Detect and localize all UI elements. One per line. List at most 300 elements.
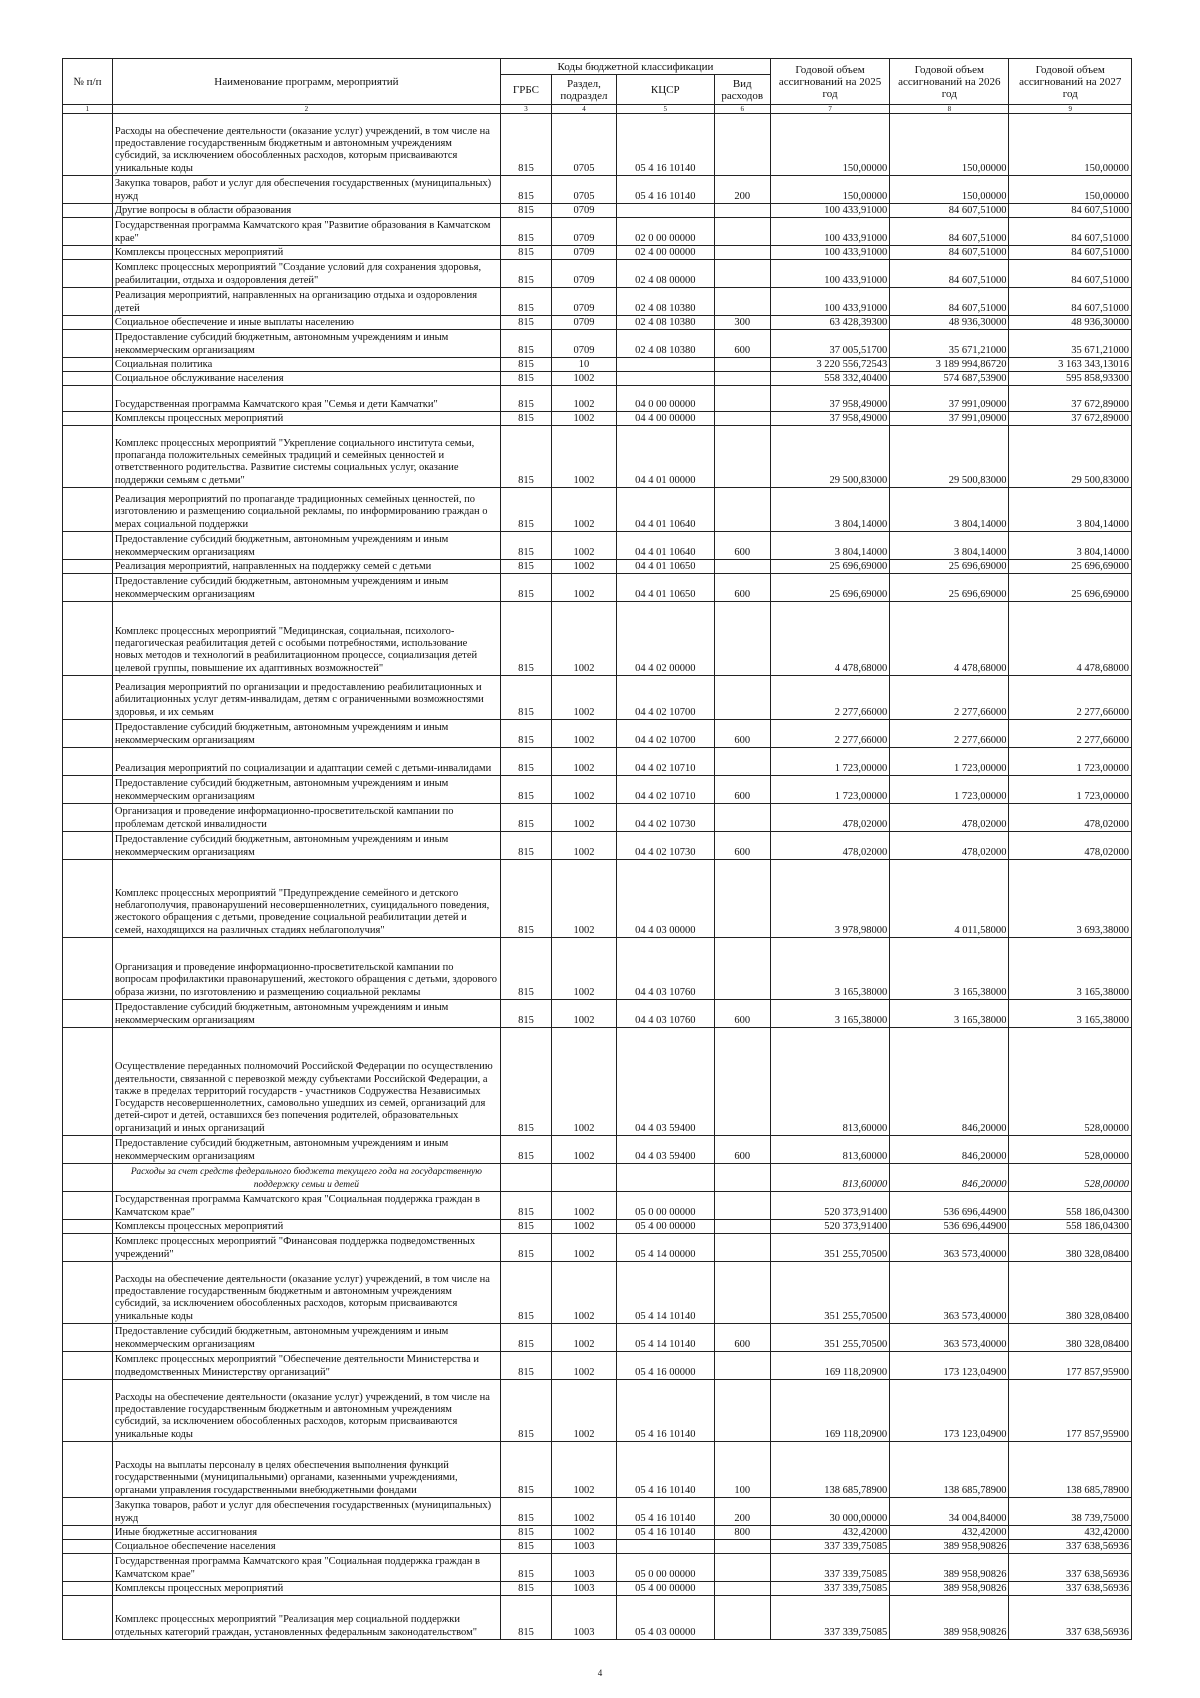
amount-2027: 528,00000: [1009, 1164, 1132, 1192]
expense-type-code: 600: [714, 776, 770, 804]
section-code: 0705: [551, 114, 616, 176]
header-2025: Годовой объем ассигнований на 2025 год: [770, 59, 889, 105]
grbs-code: 815: [500, 1596, 551, 1640]
amount-2026: 3 804,14000: [890, 488, 1009, 532]
table-row: [63, 804, 1132, 832]
kcsr-code: [616, 372, 714, 386]
expense-type-code: [714, 372, 770, 386]
expense-type-code: [714, 246, 770, 260]
amount-2026: 173 123,04900: [890, 1380, 1009, 1442]
amount-2025: 1 723,00000: [770, 776, 889, 804]
amount-2027: 478,02000: [1009, 832, 1132, 860]
grbs-code: 815: [500, 532, 551, 560]
row-number: [63, 1220, 113, 1234]
amount-2027: 37 672,89000: [1009, 386, 1132, 412]
program-name: Предоставление субсидий бюджетным, автономным учреждениям и иным некоммерческим организациям: [112, 574, 500, 602]
amount-2025: 150,00000: [770, 176, 889, 204]
row-number: [63, 426, 113, 488]
program-name: Расходы на обеспечение деятельности (оказание услуг) учреждений, в том числе на предоставление государственным бюджетным и автономным учреждениям субсидий, за исключением обособленных расходов, которым присваиваются уникальные коды: [112, 1380, 500, 1442]
amount-2025: 150,00000: [770, 114, 889, 176]
amount-2025: 63 428,39300: [770, 316, 889, 330]
expense-type-code: [714, 114, 770, 176]
grbs-code: 815: [500, 386, 551, 412]
table-row: [63, 1192, 1132, 1220]
expense-type-code: [714, 358, 770, 372]
row-number: [63, 602, 113, 676]
section-code: 1002: [551, 372, 616, 386]
kcsr-code: 04 0 00 00000: [616, 386, 714, 412]
column-number: 4: [551, 105, 616, 114]
amount-2026: 29 500,83000: [890, 426, 1009, 488]
amount-2027: 3 804,14000: [1009, 532, 1132, 560]
amount-2026: 432,42000: [890, 1526, 1009, 1540]
amount-2026: 34 004,84000: [890, 1498, 1009, 1526]
amount-2027: 432,42000: [1009, 1526, 1132, 1540]
row-number: [63, 1234, 113, 1262]
amount-2027: 4 478,68000: [1009, 602, 1132, 676]
grbs-code: 815: [500, 426, 551, 488]
header-grbs: ГРБС: [500, 75, 551, 105]
budget-table: [62, 58, 1132, 1640]
amount-2026: 4 478,68000: [890, 602, 1009, 676]
amount-2025: 337 339,75085: [770, 1582, 889, 1596]
section-code: 10: [551, 358, 616, 372]
row-number: [63, 204, 113, 218]
expense-type-code: 200: [714, 1498, 770, 1526]
program-name: Предоставление субсидий бюджетным, автономным учреждениям и иным некоммерческим организациям: [112, 330, 500, 358]
row-number: [63, 488, 113, 532]
row-number: [63, 1596, 113, 1640]
amount-2025: 37 958,49000: [770, 412, 889, 426]
row-number: [63, 1000, 113, 1028]
amount-2025: 37 958,49000: [770, 386, 889, 412]
section-code: 1002: [551, 1380, 616, 1442]
header-2027: Годовой объем ассигнований на 2027 год: [1009, 59, 1132, 105]
table-row: [63, 288, 1132, 316]
row-number: [63, 1028, 113, 1136]
table-row: [63, 574, 1132, 602]
amount-2025: 100 433,91000: [770, 218, 889, 246]
section-code: 1003: [551, 1554, 616, 1582]
table-row: [63, 204, 1132, 218]
expense-type-code: [714, 804, 770, 832]
amount-2026: 84 607,51000: [890, 204, 1009, 218]
row-number: [63, 1380, 113, 1442]
grbs-code: 815: [500, 1234, 551, 1262]
section-code: 1003: [551, 1582, 616, 1596]
grbs-code: 815: [500, 1442, 551, 1498]
amount-2026: 25 696,69000: [890, 560, 1009, 574]
grbs-code: 815: [500, 720, 551, 748]
amount-2027: 380 328,08400: [1009, 1262, 1132, 1324]
kcsr-code: 04 4 01 10640: [616, 532, 714, 560]
kcsr-code: [616, 358, 714, 372]
grbs-code: 815: [500, 1192, 551, 1220]
section-code: 1003: [551, 1596, 616, 1640]
program-name: Комплекс процессных мероприятий "Медицинская, социальная, психолого-педагогическая реабилитация детей с особыми потребностями, использование новых методов и технологий в реабилитационном процессе, социализация детей целевой группы, повышение их адаптивных возможностей": [112, 602, 500, 676]
section-code: 1002: [551, 1028, 616, 1136]
row-number: [63, 316, 113, 330]
row-number: [63, 1582, 113, 1596]
expense-type-code: [714, 1234, 770, 1262]
amount-2026: 363 573,40000: [890, 1324, 1009, 1352]
program-name: Комплексы процессных мероприятий: [112, 246, 500, 260]
table-row: [63, 1234, 1132, 1262]
table-row: [63, 488, 1132, 532]
program-name: Предоставление субсидий бюджетным, автономным учреждениям и иным некоммерческим организациям: [112, 1136, 500, 1164]
expense-type-code: 300: [714, 316, 770, 330]
amount-2027: 138 685,78900: [1009, 1442, 1132, 1498]
amount-2027: 35 671,21000: [1009, 330, 1132, 358]
expense-type-code: 600: [714, 720, 770, 748]
amount-2025: 169 118,20900: [770, 1352, 889, 1380]
program-name: Комплекс процессных мероприятий "Укрепление социального института семьи, пропаганда положительных семейных традиций и семейных ценностей и ответственного родительства. Развитие системы социальных услуг, оказание поддержки семьям с детьми": [112, 426, 500, 488]
program-name: Комплекс процессных мероприятий "Предупреждение семейного и детского неблагополучия, правонарушений несовершеннолетних, суицидального поведения, жестокого обращения с детьми, проведение социальной реабилитации детей и семей, находящихся на различных стадиях неблагополучия": [112, 860, 500, 938]
program-name: Государственная программа Камчатского края "Развитие образования в Камчатском крае": [112, 218, 500, 246]
grbs-code: 815: [500, 1352, 551, 1380]
amount-2025: 351 255,70500: [770, 1324, 889, 1352]
amount-2025: 3 804,14000: [770, 532, 889, 560]
section-code: 0709: [551, 204, 616, 218]
amount-2025: 3 165,38000: [770, 1000, 889, 1028]
table-row: [63, 114, 1132, 176]
table-row: [63, 860, 1132, 938]
amount-2025: 520 373,91400: [770, 1220, 889, 1234]
amount-2025: 813,60000: [770, 1164, 889, 1192]
expense-type-code: [714, 1554, 770, 1582]
amount-2027: 2 277,66000: [1009, 720, 1132, 748]
program-name: Расходы на обеспечение деятельности (оказание услуг) учреждений, в том числе на предоставление государственным бюджетным и автономным учреждениям субсидий, за исключением обособленных расходов, которым присваиваются уникальные коды: [112, 114, 500, 176]
expense-type-code: [714, 204, 770, 218]
amount-2026: 2 277,66000: [890, 676, 1009, 720]
grbs-code: 815: [500, 1262, 551, 1324]
kcsr-code: 04 4 00 00000: [616, 412, 714, 426]
table-row: [63, 1028, 1132, 1136]
grbs-code: 815: [500, 1540, 551, 1554]
program-name: Комплекс процессных мероприятий "Обеспечение деятельности Министерства и подведомственных Министерству организаций": [112, 1352, 500, 1380]
amount-2026: 173 123,04900: [890, 1352, 1009, 1380]
kcsr-code: 05 4 00 00000: [616, 1220, 714, 1234]
expense-type-code: [714, 1380, 770, 1442]
amount-2026: 363 573,40000: [890, 1234, 1009, 1262]
header-codes: Коды бюджетной классификации: [500, 59, 770, 75]
amount-2027: 48 936,30000: [1009, 316, 1132, 330]
section-code: 1002: [551, 426, 616, 488]
amount-2025: 138 685,78900: [770, 1442, 889, 1498]
row-number: [63, 176, 113, 204]
header-section: Раздел, подраздел: [551, 75, 616, 105]
amount-2027: 337 638,56936: [1009, 1596, 1132, 1640]
kcsr-code: 02 4 08 00000: [616, 260, 714, 288]
program-name: Комплексы процессных мероприятий: [112, 1220, 500, 1234]
column-number: 3: [500, 105, 551, 114]
kcsr-code: 02 0 00 00000: [616, 218, 714, 246]
table-row: [63, 1000, 1132, 1028]
program-name: Государственная программа Камчатского края "Социальная поддержка граждан в Камчатском крае": [112, 1554, 500, 1582]
section-code: 1002: [551, 386, 616, 412]
amount-2027: 37 672,89000: [1009, 412, 1132, 426]
grbs-code: 815: [500, 938, 551, 1000]
program-name: Осуществление переданных полномочий Российской Федерации по осуществлению деятельности, связанной с перевозкой между субъектами Российской Федерации, а также в пределах территорий государств - участников Содружества Независимых Государств несовершеннолетних, самовольно ушедших из семей, организаций для детей-сирот и детей, оставшихся без попечения родителей, образовательных организаций и иных организаций: [112, 1028, 500, 1136]
row-number: [63, 1540, 113, 1554]
amount-2026: 846,20000: [890, 1164, 1009, 1192]
amount-2025: 25 696,69000: [770, 560, 889, 574]
table-row: [63, 676, 1132, 720]
amount-2027: 177 857,95900: [1009, 1380, 1132, 1442]
kcsr-code: [616, 204, 714, 218]
amount-2027: 478,02000: [1009, 804, 1132, 832]
table-row: [63, 1220, 1132, 1234]
expense-type-code: [714, 938, 770, 1000]
row-number: [63, 358, 113, 372]
table-row: [63, 938, 1132, 1000]
header-2026: Годовой объем ассигнований на 2026 год: [890, 59, 1009, 105]
amount-2026: 1 723,00000: [890, 748, 1009, 776]
kcsr-code: 05 4 16 10140: [616, 1526, 714, 1540]
table-row: [63, 218, 1132, 246]
expense-type-code: [714, 1352, 770, 1380]
kcsr-code: 04 4 01 10650: [616, 574, 714, 602]
table-row: [63, 260, 1132, 288]
row-number: [63, 1442, 113, 1498]
row-number: [63, 776, 113, 804]
amount-2027: 29 500,83000: [1009, 426, 1132, 488]
section-code: 1002: [551, 1442, 616, 1498]
amount-2026: 389 958,90826: [890, 1554, 1009, 1582]
section-code: 1002: [551, 860, 616, 938]
table-row: [63, 372, 1132, 386]
row-number: [63, 260, 113, 288]
grbs-code: 815: [500, 260, 551, 288]
amount-2027: 84 607,51000: [1009, 218, 1132, 246]
grbs-code: 815: [500, 316, 551, 330]
grbs-code: 815: [500, 1498, 551, 1526]
expense-type-code: [714, 386, 770, 412]
kcsr-code: 05 4 16 10140: [616, 1442, 714, 1498]
amount-2027: 3 163 343,13016: [1009, 358, 1132, 372]
grbs-code: 815: [500, 1000, 551, 1028]
table-row: [63, 602, 1132, 676]
kcsr-code: 05 4 14 10140: [616, 1262, 714, 1324]
grbs-code: 815: [500, 1526, 551, 1540]
expense-type-code: 600: [714, 574, 770, 602]
amount-2027: 177 857,95900: [1009, 1352, 1132, 1380]
header-kcsr: КЦСР: [616, 75, 714, 105]
table-row: [63, 1352, 1132, 1380]
table-row: [63, 426, 1132, 488]
row-number: [63, 860, 113, 938]
amount-2025: 351 255,70500: [770, 1234, 889, 1262]
kcsr-code: 05 0 00 00000: [616, 1554, 714, 1582]
kcsr-code: 04 4 03 00000: [616, 860, 714, 938]
row-number: [63, 1352, 113, 1380]
grbs-code: 815: [500, 676, 551, 720]
amount-2026: 3 804,14000: [890, 532, 1009, 560]
section-code: 1002: [551, 488, 616, 532]
table-row: [63, 720, 1132, 748]
amount-2027: 1 723,00000: [1009, 776, 1132, 804]
expense-type-code: [714, 860, 770, 938]
grbs-code: 815: [500, 246, 551, 260]
table-row: [63, 1442, 1132, 1498]
amount-2026: 3 165,38000: [890, 1000, 1009, 1028]
table-row: [63, 1498, 1132, 1526]
expense-type-code: 600: [714, 1136, 770, 1164]
section-code: 1002: [551, 412, 616, 426]
amount-2026: 84 607,51000: [890, 260, 1009, 288]
table-row: [63, 532, 1132, 560]
expense-type-code: [714, 260, 770, 288]
program-name: Предоставление субсидий бюджетным, автономным учреждениям и иным некоммерческим организациям: [112, 720, 500, 748]
program-name: Комплексы процессных мероприятий: [112, 412, 500, 426]
program-name: Реализация мероприятий по социализации и адаптации семей с детьми-инвалидами: [112, 748, 500, 776]
row-number: [63, 1526, 113, 1540]
kcsr-code: 05 4 16 10140: [616, 114, 714, 176]
program-name: Предоставление субсидий бюджетным, автономным учреждениям и иным некоммерческим организациям: [112, 532, 500, 560]
row-number: [63, 288, 113, 316]
section-code: 0705: [551, 176, 616, 204]
program-name: Комплекс процессных мероприятий "Реализация мер социальной поддержки отдельных категорий граждан, установленных федеральным законодательством": [112, 1596, 500, 1640]
expense-type-code: 600: [714, 1000, 770, 1028]
kcsr-code: 02 4 08 10380: [616, 288, 714, 316]
kcsr-code: 05 4 16 10140: [616, 1380, 714, 1442]
amount-2027: 337 638,56936: [1009, 1540, 1132, 1554]
amount-2027: 1 723,00000: [1009, 748, 1132, 776]
amount-2025: 3 978,98000: [770, 860, 889, 938]
program-name: Комплексы процессных мероприятий: [112, 1582, 500, 1596]
amount-2026: 846,20000: [890, 1028, 1009, 1136]
amount-2026: 25 696,69000: [890, 574, 1009, 602]
section-code: 1002: [551, 1192, 616, 1220]
kcsr-code: 05 4 03 00000: [616, 1596, 714, 1640]
program-name: Социальное обеспечение населения: [112, 1540, 500, 1554]
section-code: [551, 1164, 616, 1192]
section-code: 1002: [551, 560, 616, 574]
amount-2026: 37 991,09000: [890, 412, 1009, 426]
budget-table-sheet: [62, 58, 1132, 1640]
amount-2025: 520 373,91400: [770, 1192, 889, 1220]
row-number: [63, 372, 113, 386]
expense-type-code: [714, 288, 770, 316]
amount-2027: 25 696,69000: [1009, 560, 1132, 574]
expense-type-code: [714, 748, 770, 776]
amount-2027: 380 328,08400: [1009, 1324, 1132, 1352]
amount-2025: 3 220 556,72543: [770, 358, 889, 372]
kcsr-code: 02 4 08 10380: [616, 316, 714, 330]
program-name: Реализация мероприятий, направленных на поддержку семей с детьми: [112, 560, 500, 574]
amount-2025: 337 339,75085: [770, 1596, 889, 1640]
amount-2025: 813,60000: [770, 1136, 889, 1164]
amount-2027: 150,00000: [1009, 114, 1132, 176]
amount-2026: 536 696,44900: [890, 1220, 1009, 1234]
table-row: [63, 1582, 1132, 1596]
grbs-code: 815: [500, 372, 551, 386]
kcsr-code: 02 4 08 10380: [616, 330, 714, 358]
amount-2025: 100 433,91000: [770, 246, 889, 260]
section-code: 0709: [551, 288, 616, 316]
table-row: [63, 1380, 1132, 1442]
expense-type-code: [714, 1262, 770, 1324]
header-no: № п/п: [63, 59, 113, 105]
kcsr-code: 05 4 16 00000: [616, 1352, 714, 1380]
grbs-code: 815: [500, 804, 551, 832]
section-code: 1002: [551, 602, 616, 676]
grbs-code: 815: [500, 218, 551, 246]
amount-2025: 813,60000: [770, 1028, 889, 1136]
expense-type-code: [714, 488, 770, 532]
table-row: [63, 1554, 1132, 1582]
amount-2025: 100 433,91000: [770, 204, 889, 218]
table-row: [63, 560, 1132, 574]
expense-type-code: [714, 1582, 770, 1596]
kcsr-code: 04 4 02 10700: [616, 676, 714, 720]
amount-2027: 337 638,56936: [1009, 1582, 1132, 1596]
amount-2026: 84 607,51000: [890, 218, 1009, 246]
table-row: [63, 1526, 1132, 1540]
grbs-code: 815: [500, 574, 551, 602]
program-name: Комплекс процессных мероприятий "Финансовая поддержка подведомственных учреждений": [112, 1234, 500, 1262]
expense-type-code: [714, 1164, 770, 1192]
table-row: [63, 1136, 1132, 1164]
amount-2025: 432,42000: [770, 1526, 889, 1540]
amount-2026: 389 958,90826: [890, 1582, 1009, 1596]
amount-2026: 574 687,53900: [890, 372, 1009, 386]
table-row: [63, 776, 1132, 804]
expense-type-code: [714, 426, 770, 488]
amount-2026: 3 189 994,86720: [890, 358, 1009, 372]
amount-2027: 558 186,04300: [1009, 1220, 1132, 1234]
amount-2027: 337 638,56936: [1009, 1554, 1132, 1582]
program-name: Иные бюджетные ассигнования: [112, 1526, 500, 1540]
expense-type-code: 600: [714, 1324, 770, 1352]
row-number: [63, 748, 113, 776]
column-number: 1: [63, 105, 113, 114]
program-name: Социальная политика: [112, 358, 500, 372]
kcsr-code: 05 4 00 00000: [616, 1582, 714, 1596]
program-name: Закупка товаров, работ и услуг для обеспечения государственных (муниципальных) нужд: [112, 1498, 500, 1526]
row-number: [63, 938, 113, 1000]
section-code: 0709: [551, 260, 616, 288]
program-name: Социальное обслуживание населения: [112, 372, 500, 386]
grbs-code: 815: [500, 1136, 551, 1164]
amount-2025: 3 165,38000: [770, 938, 889, 1000]
kcsr-code: [616, 1540, 714, 1554]
section-code: 1002: [551, 1262, 616, 1324]
kcsr-code: 04 4 02 00000: [616, 602, 714, 676]
amount-2026: 84 607,51000: [890, 288, 1009, 316]
row-number: [63, 1554, 113, 1582]
column-number: 5: [616, 105, 714, 114]
row-number: [63, 720, 113, 748]
expense-type-code: [714, 1596, 770, 1640]
program-name: Организация и проведение информационно-просветительской кампании по проблемам детской инвалидности: [112, 804, 500, 832]
column-number: 9: [1009, 105, 1132, 114]
amount-2025: 30 000,00000: [770, 1498, 889, 1526]
grbs-code: 815: [500, 748, 551, 776]
row-number: [63, 386, 113, 412]
table-row: [63, 1596, 1132, 1640]
amount-2027: 150,00000: [1009, 176, 1132, 204]
grbs-code: 815: [500, 602, 551, 676]
grbs-code: [500, 1164, 551, 1192]
grbs-code: 815: [500, 1582, 551, 1596]
grbs-code: 815: [500, 330, 551, 358]
section-code: 0709: [551, 316, 616, 330]
amount-2025: 351 255,70500: [770, 1262, 889, 1324]
amount-2027: 84 607,51000: [1009, 204, 1132, 218]
amount-2027: 3 165,38000: [1009, 938, 1132, 1000]
kcsr-code: 04 4 03 10760: [616, 1000, 714, 1028]
